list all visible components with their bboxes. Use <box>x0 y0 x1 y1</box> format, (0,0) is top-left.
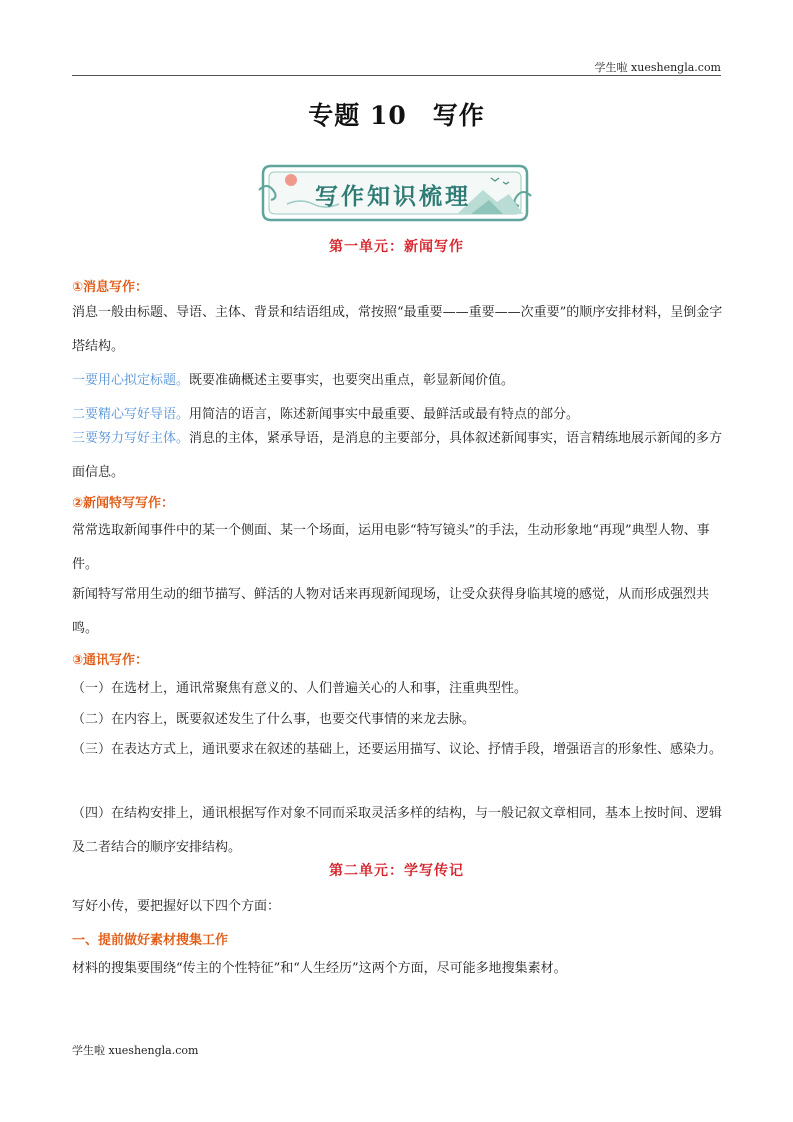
paragraph-text: 消息的主体，紧承导语，是消息的主要部分，具体叙述新闻事实，语言精练地展示新闻的多方面信息。 <box>72 431 723 480</box>
sun-icon <box>285 174 297 186</box>
paragraph: 常常选取新闻事件中的某一个侧面、某一个场面，运用电影“特写镜头”的手法，生动形象地“再现”典型人物、事件。 <box>72 523 710 572</box>
paragraph-text: 既要准确概述主要事实，也要突出重点，彰显新闻价值。 <box>189 373 515 388</box>
paragraph: 消息一般由标题、导语、主体、背景和结语组成，常按照“最重要——重要——次重要”的顺序安排材料，呈倒金字塔结构。 <box>72 305 723 354</box>
paragraph <box>72 364 724 398</box>
highlight-lead: 三要努力写好主体。 <box>72 431 190 446</box>
paragraph: （四）在结构安排上，通讯根据写作对象不同而采取灵活多样的结构，与一般记叙文章相同，基本上按时间、逻辑及二者结合的顺序安排结构。 <box>72 806 723 855</box>
paragraph: （一）在选材上，通讯常聚焦有意义的、人们普遍关心的人和事，注重典型性。 <box>72 681 528 696</box>
paragraph <box>72 422 724 490</box>
unit2-title: 第二单元：学写传记 <box>329 863 464 879</box>
paragraph-text: 用简洁的语言，陈述新闻事实中最重要、最鲜活或最有特点的部分。 <box>189 407 580 422</box>
section-heading-report: ③通讯写作： <box>72 653 149 668</box>
highlight-lead: 二要精心写好导语。 <box>72 407 190 422</box>
section-heading-materials: 一、提前做好素材搜集工作 <box>72 933 229 948</box>
section-heading-news: ①消息写作： <box>72 280 149 295</box>
footer-site: 学生啦 xueshengla.com <box>72 1044 199 1057</box>
header-site: 学生啦 xueshengla.com <box>594 61 721 74</box>
paragraph: 新闻特写常用生动的细节描写、鲜活的人物对话来再现新闻现场，让受众获得身临其境的感觉，从而形成强烈共鸣。 <box>72 587 710 636</box>
paragraph: （二）在内容上，既要叙述发生了什么事，也要交代事情的来龙去脉。 <box>72 712 476 727</box>
paragraph: 写好小传，要把握好以下四个方面： <box>72 899 281 914</box>
paragraph: 材料的搜集要围绕“传主的个性特征”和“人生经历”这两个方面，尽可能多地搜集素材。 <box>72 961 567 976</box>
page-title: 专题 10 写作 <box>308 101 485 130</box>
paragraph: （三）在表达方式上，通讯要求在叙述的基础上，还要运用描写、议论、抒情手段，增强语言的形象性、感染力。 <box>72 742 723 757</box>
header-divider <box>72 75 721 76</box>
section-heading-feature: ②新闻特写写作： <box>72 496 175 511</box>
banner-title: 写作知识梳理 <box>315 184 471 210</box>
unit1-title: 第一单元：新闻写作 <box>329 239 464 255</box>
highlight-lead: 一要用心拟定标题。 <box>72 373 190 388</box>
